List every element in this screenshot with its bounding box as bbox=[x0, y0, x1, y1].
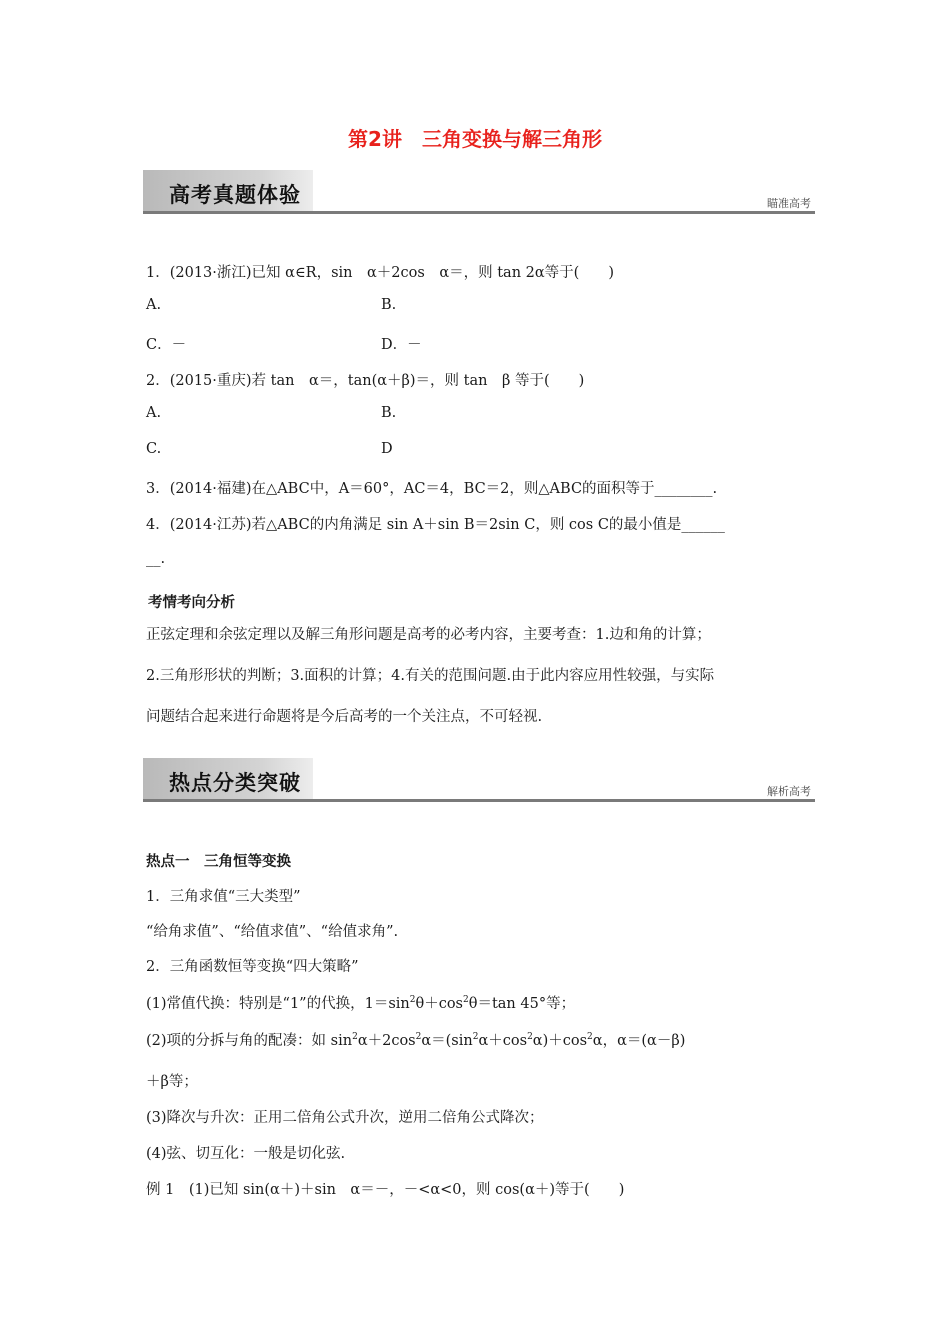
strategy-1: (1)常值代换：特别是“1”的代换，$1=\sin^2\theta+\cos^2\theta=\tan$ 45°等； bbox=[146, 995, 576, 1012]
hotspot-1-heading: 热点一 三角恒等变换 bbox=[146, 854, 291, 870]
section-side-label: 解析高考 bbox=[767, 785, 811, 798]
superscript-2: 2 bbox=[587, 1032, 593, 1043]
question-1-option-b: B. bbox=[381, 297, 397, 313]
question-2-option-a: A. bbox=[146, 405, 162, 421]
strategy-3: (3)降次与升次：正用二倍角公式升次，逆用二倍角公式降次； bbox=[146, 1110, 544, 1126]
superscript-2: 2 bbox=[472, 1032, 479, 1043]
section-heading: 热点分类突破 bbox=[169, 771, 301, 795]
hotspot-1-point-1: 1．三角求值“三大类型” bbox=[146, 889, 301, 905]
strategy-4: (4)弦、切互化：一般是切化弦. bbox=[146, 1146, 346, 1162]
example-1: 例 1 (1)已知 sin(α＋)＋sin α＝－，－<α<0，则 cos(α＋)等于( ) bbox=[146, 1182, 625, 1198]
analysis-heading: 考情考向分析 bbox=[148, 595, 235, 611]
question-1-option-d: D．－ bbox=[381, 337, 422, 353]
hotspot-1-point-1-detail: “给角求值”、“给值求值”、“给值求角”. bbox=[146, 924, 399, 940]
section-rule bbox=[143, 799, 815, 802]
analysis-line-2: 2.三角形形状的判断；3.面积的计算；4.有关的范围问题.由于此内容应用性较强，与实际 bbox=[146, 668, 715, 684]
question-3: 3．(2014·福建)在△ABC中，A＝60°，AC＝4，BC＝2，则△ABC的面积等于________. bbox=[146, 481, 718, 497]
superscript-2: 2 bbox=[352, 1032, 358, 1043]
superscript-2: 2 bbox=[527, 1032, 533, 1043]
section-header-gaokao bbox=[143, 170, 815, 214]
question-2-option-b: B. bbox=[381, 405, 397, 421]
question-2-stem: 2．(2015·重庆)若 tan α＝，tan(α＋β)＝，则 tan β 等于( ) bbox=[146, 373, 585, 389]
analysis-line-3: 问题结合起来进行命题将是今后高考的一个关注点，不可轻视. bbox=[146, 709, 543, 725]
section-header-hotspot bbox=[143, 758, 815, 802]
section-side-label: 瞄准高考 bbox=[767, 197, 811, 210]
question-4-line-1: 4．(2014·江苏)若△ABC的内角满足 sin A＋sin B＝2sin C，则 cos C的最小值是______ bbox=[146, 517, 725, 533]
question-4-line-2: __. bbox=[146, 551, 166, 567]
section-rule bbox=[143, 211, 815, 214]
section-heading: 高考真题体验 bbox=[169, 183, 301, 207]
question-1-option-c: C．－ bbox=[146, 337, 187, 353]
superscript-2: 2 bbox=[409, 995, 416, 1006]
question-1-stem: 1．(2013·浙江)已知 α∈R，sin α＋2cos α＝，则 tan 2α等于( ) bbox=[146, 265, 614, 281]
analysis-line-1: 正弦定理和余弦定理以及解三角形问题是高考的必考内容，主要考查：1.边和角的计算； bbox=[146, 627, 711, 643]
hotspot-1-point-2: 2．三角函数恒等变换“四大策略” bbox=[146, 959, 359, 975]
question-1-option-a: A. bbox=[146, 297, 162, 313]
strategy-2-continued: ＋β等； bbox=[146, 1074, 198, 1090]
question-2-option-d: D bbox=[381, 441, 393, 457]
superscript-2: 2 bbox=[415, 1032, 422, 1043]
question-2-option-c: C. bbox=[146, 441, 162, 457]
superscript-2: 2 bbox=[463, 995, 469, 1006]
strategy-2: (2)项的分拆与角的配凑：如 $\sin^2\alpha+2\cos^2\alpha=(\sin^2\alpha+\cos^2\alpha)+\cos^2\alpha$，α＝(α－β) bbox=[146, 1032, 686, 1049]
page-title: 第2讲 三角变换与解三角形 bbox=[348, 127, 602, 151]
